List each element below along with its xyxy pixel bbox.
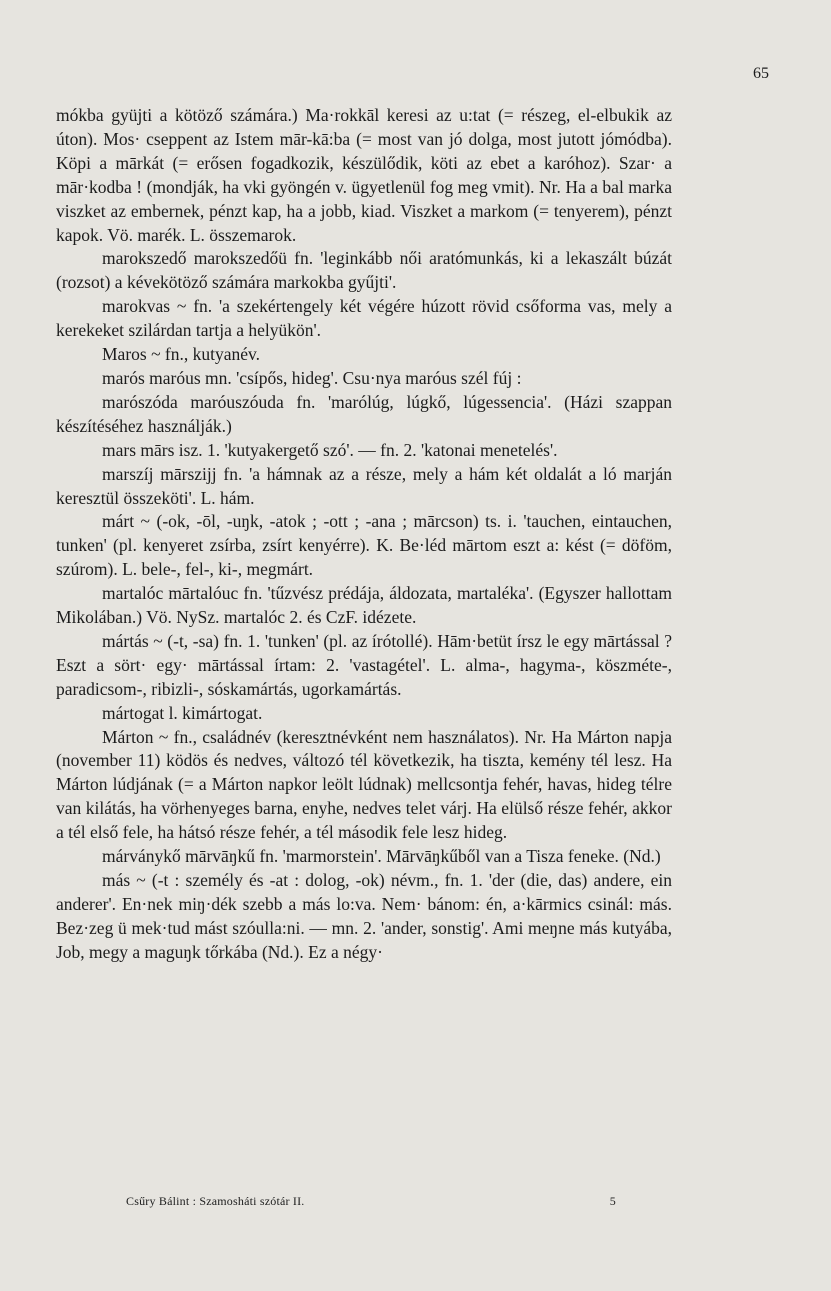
entry-maroszoda: marószóda maróuszóuda fn. 'marólúg, lúgkő, lúgessencia'. (Házi szappan készítéséhez használják.) [56,391,672,436]
entry-martogat: mártogat l. kimártogat. [102,702,263,723]
entry-martas: mártás ~ (-t, -sa) fn. 1. 'tunken' (pl. az írótollé). Hām·betüt írsz le egy mārtással ? Eszt a sört· egy· mārtással írtam: 2. 'vastagétel'. L. alma-, hagyma-, köszméte-, paradicsom-, ribizli-, sóskamártás, ugorkamártás. [56,630,672,699]
page-number: 65 [753,65,769,82]
page-footer [126,1194,616,1209]
entry-maros-adj: marós maróus mn. 'csípős, hideg'. Csu·nya maróus szél fúj : [102,367,522,388]
entry-mart: márt ~ (-ok, -ōl, -uŋk, -atok ; -ott ; -ana ; mārcson) ts. i. 'tauchen, eintauchen, tunken' (pl. kenyeret zsírba, zsírt kenyérre). K. Be·léd mārtom eszt a: kést (= döföm, szúrom). L. bele-, fel-, ki-, megmárt. [56,511,672,580]
entry-marokszedo: marokszedő marokszedőü fn. 'leginkább női aratómunkás, ki a lekaszált búzát (rozsot) a kévekötöző számára markokba gyűjti'. [56,248,672,293]
entry-marokvas: marokvas ~ fn. 'a szekértengely két végére húzott rövid csőforma vas, mely a kerekeket szilárdan tartja a helyükön'. [56,296,672,341]
entry-maros: Maros ~ fn., kutyanév. [102,344,261,365]
entry-continuation: mókba gyüjti a kötöző számára.) Ma·rokkāl keresi az u:tat (= részeg, el-elbukik az úton). Mos· cseppent az Istem mār-kā:ba (= most van jó dolga, most jutott jómódba). Köpi a mārkát (= erősen fogadkozik, készülődik, köti az ebet a karóhoz). Szar· a mār·kodba ! (mondják, ha vki gyöngén v. ügyetlenül fog meg vmit). Nr. Ha a bal marka viszket az embernek, pénzt kap, ha a jobb, kiad. Viszket a markom (= tenyerem), pénzt kapok. Vö. marék. L. összemarok. [56,105,672,245]
entry-mars: mars mārs isz. 1. 'kutyakergető szó'. — fn. 2. 'katonai menetelés'. [102,439,558,460]
entry-martaloc: martalóc mārtalóuc fn. 'tűzvész prédája, áldozata, martaléka'. (Egyszer hallottam Mikolában.) Vö. NySz. martalóc 2. és CzF. idézete. [56,583,672,628]
entry-marvanyko: márványkő mārvāŋkű fn. 'marmorstein'. Mārvāŋkűből van a Tisza feneke. (Nd.) [102,846,661,867]
footer-source: Csűry Bálint : Szamosháti szótár II. [126,1194,305,1208]
entry-marszij: marszíj mārszijj fn. 'a hámnak az a része, mely a hám két oldalát a ló marján keresztül összeköti'. L. hám. [56,463,672,508]
dictionary-text [56,104,672,965]
entry-mas: más ~ (-t : személy és -at : dolog, -ok) névm., fn. 1. 'der (die, das) andere, ein anderer'. En·nek miŋ·dék szebb a más lo:va. Nem· bánom: én, a·kārmics csinál: más. Bez·zeg ü mek·tud mást szóulla:ni. — mn. 2. 'ander, sonstig'. Ami meŋne más kutyába, Job, megy a maguŋk tőrkába (Nd.). Ez a négy· [56,870,672,962]
entry-marton: Márton ~ fn., családnév (keresztnévként nem használatos). Nr. Ha Márton napja (november 11) ködös és nedves, változó tél következik, ha tiszta, kemény tél lesz. Ha Márton lúdjának (= a Márton napkor leölt lúdnak) mellcsontja fehér, havas, hideg télre van kilátás, ha vörhenyeges barna, enyhe, nedves telet várj. Ha elülső része fehér, akkor a tél első fele, ha hátsó része fehér, a tél második fele lesz hideg. [56,726,672,843]
footer-signature: 5 [609,1194,616,1208]
